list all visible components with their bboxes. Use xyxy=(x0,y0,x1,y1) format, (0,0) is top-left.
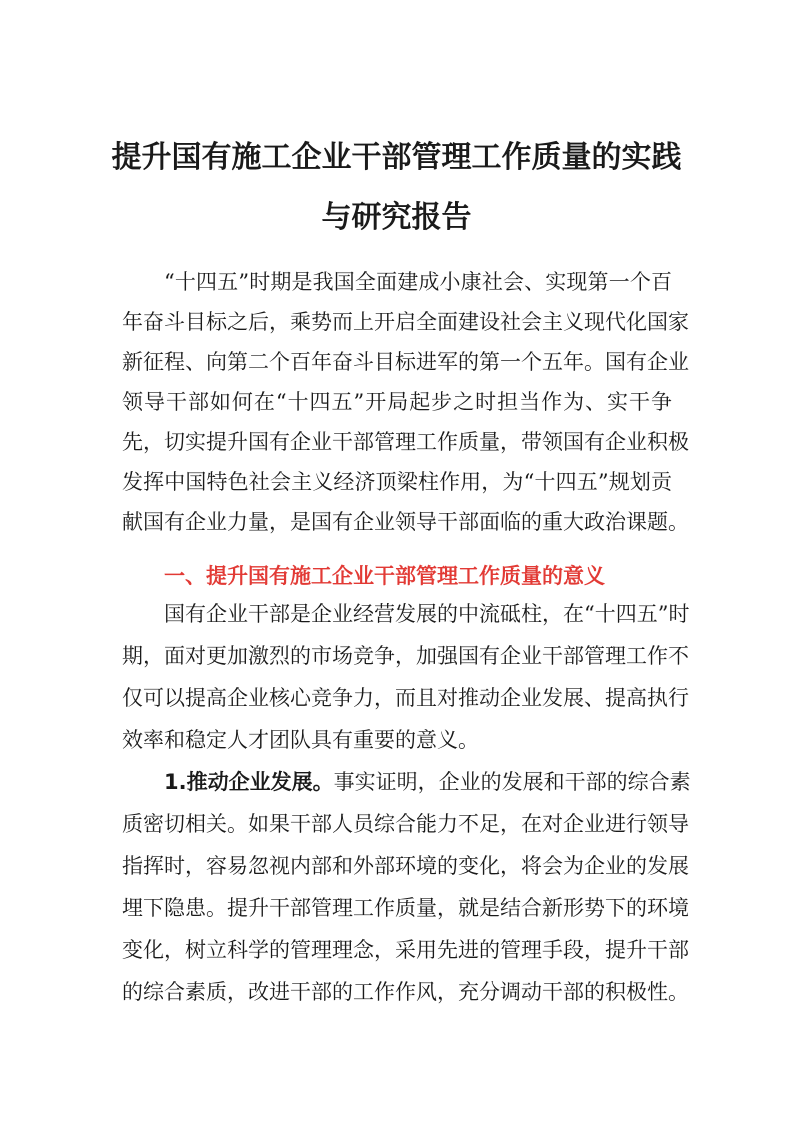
paragraph-line: 新征程、向第二个百年奋斗目标进军的第一个五年。国有企业 xyxy=(122,350,689,374)
paragraph-line: “十四五”时期是我国全面建成小康社会、实现第一个百 xyxy=(164,270,672,294)
document-title-line-2: 与研究报告 xyxy=(321,200,472,235)
paragraph-line: 国有企业干部是企业经营发展的中流砥柱，在“十四五”时 xyxy=(164,602,690,626)
paragraph-line: 期，面对更加激烈的市场竞争，加强国有企业干部管理工作不 xyxy=(122,644,689,668)
paragraph-line: 领导干部如何在“十四五”开局起步之时担当作为、实干争 xyxy=(122,390,672,414)
paragraph-line: 献国有企业力量，是国有企业领导干部面临的重大政治课题。 xyxy=(122,510,689,534)
section-heading: 一、提升国有施工企业干部管理工作质量的意义 xyxy=(164,564,605,588)
paragraph-line xyxy=(164,770,691,794)
paragraph-line: 仅可以提高企业核心竞争力，而且对推动企业发展、提高执行 xyxy=(122,686,689,710)
paragraph-line: 的综合素质，改进干部的工作作风，充分调动干部的积极性。 xyxy=(122,980,689,1004)
paragraph-line: 指挥时，容易忽视内部和外部环境的变化，将会为企业的发展 xyxy=(122,854,689,878)
paragraph-line: 年奋斗目标之后，乘势而上开启全面建设社会主义现代化国家 xyxy=(122,310,689,334)
point-text: 事实证明，企业的发展和干部的综合素 xyxy=(333,770,691,794)
paragraph-line: 埋下隐患。提升干部管理工作质量，就是结合新形势下的环境 xyxy=(122,896,689,920)
paragraph-line: 变化，树立科学的管理理念，采用先进的管理手段，提升干部 xyxy=(122,938,689,962)
paragraph-line: 发挥中国特色社会主义经济顶梁柱作用，为“十四五”规划贡 xyxy=(122,470,672,494)
paragraph-line: 先，切实提升国有企业干部管理工作质量，带领国有企业积极 xyxy=(122,430,689,454)
paragraph-line: 效率和稳定人才团队具有重要的意义。 xyxy=(122,728,479,752)
point-label: 1.推动企业发展。 xyxy=(164,770,334,794)
document-title-line-1: 提升国有施工企业干部管理工作质量的实践 xyxy=(111,140,682,175)
paragraph-line: 质密切相关。如果干部人员综合能力不足，在对企业进行领导 xyxy=(122,812,689,836)
